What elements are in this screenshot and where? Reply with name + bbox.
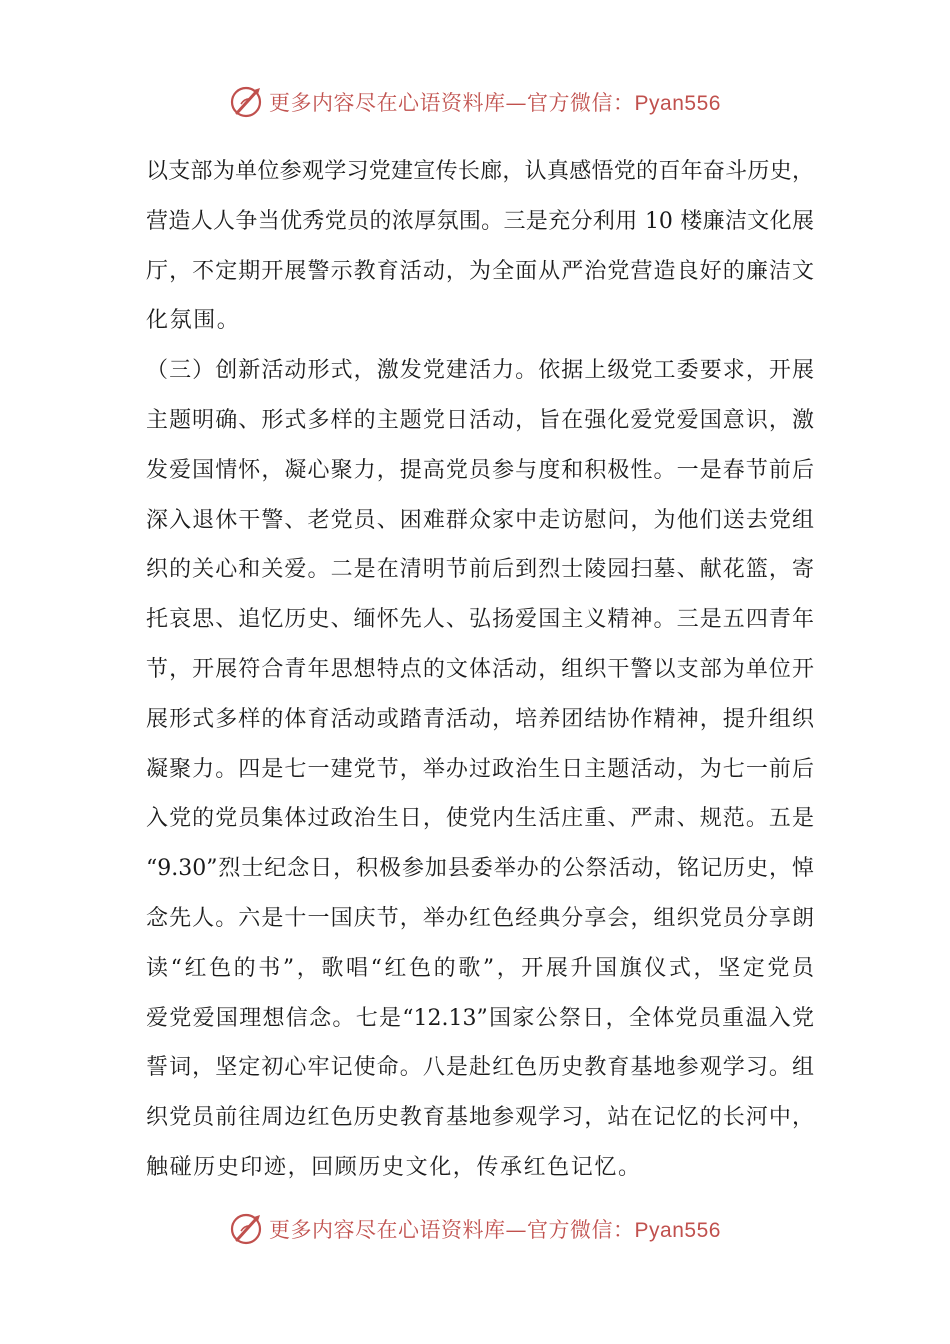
watermark-main: 更多内容尽在心语资料库 [269,1218,506,1242]
body-line: 念先人。六是十一国庆节，举办红色经典分享会，组织党员分享朗 [146,905,814,931]
body-line: 化氛围。 [146,308,241,334]
body-line: 发爱国情怀，凝心聚力，提高党员参与度和积极性。一是春节前后 [146,457,814,483]
watermark-wechat-id: Pyan556 [634,92,721,115]
body-line: 营造人人争当优秀党员的浓厚氛围。三是充分利用 10 楼廉洁文化展 [146,208,814,234]
body-line: （三）创新活动形式，激发党建活力。依据上级党工委要求，开展 [146,358,814,384]
body-line: 织的关心和关爱。二是在清明节前后到烈士陵园扫墓、献花篮，寄 [146,557,814,583]
watermark-main: 更多内容尽在心语资料库 [269,91,506,115]
body-line: 厅，不定期开展警示教育活动，为全面从严治党营造良好的廉洁文 [146,258,814,284]
body-line: “9.30”烈士纪念日，积极参加县委举办的公祭活动，铭记历史，悼 [146,856,814,882]
body-line: 织党员前往周边红色历史教育基地参观学习，站在记忆的长河中， [146,1105,814,1131]
body-line: 誓词，坚定初心牢记使命。八是赴红色历史教育基地参观学习。组 [146,1055,814,1081]
body-line: 触碰历史印迹，回顾历史文化，传承红色记忆。 [146,1154,642,1180]
body-line: 凝聚力。四是七一建党节，举办过政治生日主题活动，为七一前后 [146,756,814,782]
watermark-separator: — [505,91,528,115]
body-line: 托哀思、追忆历史、缅怀先人、弘扬爱国主义精神。三是五四青年 [146,607,814,633]
watermark-label: 官方微信： [527,1218,635,1242]
body-line: 节，开展符合青年思想特点的文体活动，组织干警以支部为单位开 [146,656,814,682]
body-line: 以支部为单位参观学习党建宣传长廊，认真感悟党的百年奋斗历史， [146,159,814,184]
body-line: 主题明确、形式多样的主题党日活动，旨在强化爱党爱国意识，激 [146,407,814,433]
watermark-wechat-id: Pyan556 [634,1219,721,1242]
watermark-text [269,87,721,117]
pen-logo-icon [229,84,265,120]
body-line: 读“红色的书”，歌唱“红色的歌”，开展升国旗仪式，坚定党员 [146,955,814,981]
footer-watermark [0,1207,950,1251]
watermark-label: 官方微信： [527,91,635,115]
watermark-text [269,1214,721,1244]
body-line: 展形式多样的体育活动或踏青活动，培养团结协作精神，提升组织 [146,706,814,732]
header-watermark [0,80,950,124]
body-line: 深入退休干警、老党员、困难群众家中走访慰问，为他们送去党组 [146,507,814,533]
watermark-separator: — [505,1218,528,1242]
document-body [146,147,814,1193]
body-line: 爱党爱国理想信念。七是“12.13”国家公祭日，全体党员重温入党 [146,1005,814,1031]
body-line: 入党的党员集体过政治生日，使党内生活庄重、严肃、规范。五是 [146,806,814,832]
pen-logo-icon [229,1211,265,1247]
